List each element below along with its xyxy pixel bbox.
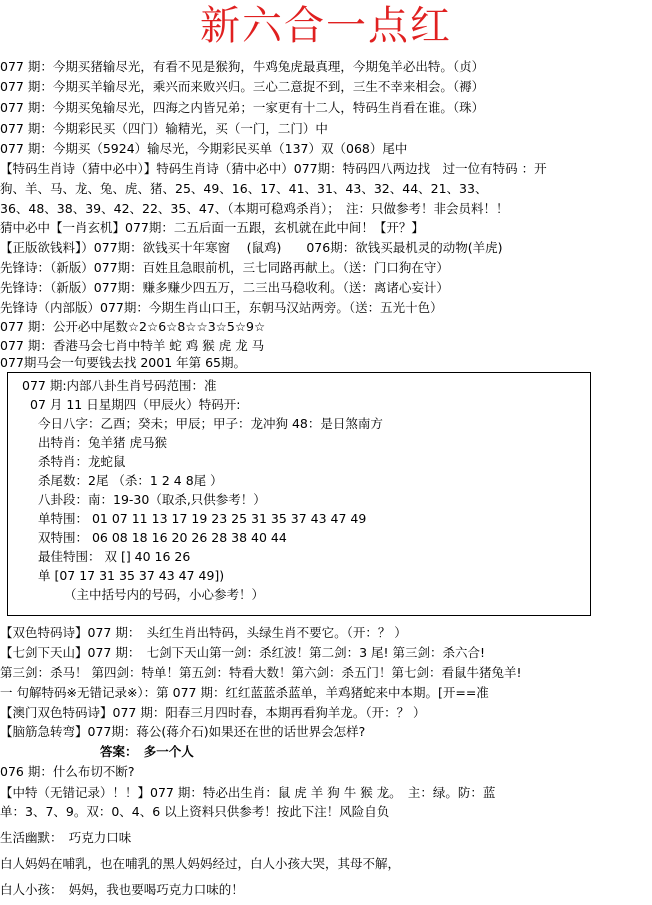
box-line: 07 月 11 日星期四（甲辰火）特码开: [30,397,241,412]
text-line: 生活幽默： 巧克力口味 [0,830,132,845]
box-line: 077 期:内部八卦生肖号码范围：准 [22,378,217,393]
box-line: 双特围： 06 08 18 16 20 26 28 38 40 44 [38,530,287,545]
text-line: 077 期：今期买（5924）输尽光，今期彩民买单（137）双（068）尾中 [0,141,408,156]
text-line: 077 期：香港马会七肖中特羊 蛇 鸡 猴 虎 龙 马 [0,338,265,353]
text-line: 077 期：今期彩民买（四门）输精光，买（一门，二门）中 [0,121,328,136]
text-line: 先锋诗：（新版）077期：百姓且急眼前机，三七同路再献上。（送：门口狗在守） [0,260,449,275]
text-line: 【中特（无错记录）！！】077 期：特必出生肖：鼠 虎 羊 狗 牛 猴 龙。 主：绿。防：蓝 [0,785,496,800]
box-line: 杀特肖：龙蛇鼠 [38,454,126,469]
text-line: 【正版欲钱料】）077期：欲钱买十年寒窗 (鼠鸡) 076期：欲钱买最机灵的动物(羊虎) [0,240,503,255]
text-line: 【脑筋急转弯】077期：蒋公(蒋介石)如果还在世的话世界会怎样? [0,724,366,739]
box-line: 今日八字：乙酉；癸未；甲辰；甲子：龙冲狗 48：是日煞南方 [38,416,383,431]
text-line: 一 句解特码※无错记录※）：第 077 期：红红蓝蓝杀蓝单，羊鸡猪蛇来中本期。[开==准 [0,685,489,700]
text-line: 077 期：今期买兔输尽光，四海之内皆兄弟；一家更有十二人，特码生肖看在谁。（珠） [0,100,485,115]
text-line: 【特码生肖诗（猜中必中）】特码生肖诗（猜中必中）077期：特码四八两边找 过一位有特码 ：开 [0,161,547,176]
text-line: 先锋诗：（新版）077期：赚多赚少四五万，二三出马稳收利。（送：离诸心妄计） [0,280,449,295]
page-title: 新六合一点红 [200,3,452,49]
box-line: 单 [07 17 31 35 37 43 47 49]) [38,568,225,583]
text-line: 077期马会一句要钱去找 2001 年第 65期。 [0,355,246,370]
text-line: 猜中必中【一肖玄机】077期：二五后面一五跟，玄机就在此中间！【开？】 [0,220,424,235]
text-line: 白人小孩： 妈妈，我也要喝巧克力口味的！ [0,882,244,897]
text-line: 【澳门双色特码诗】077 期：阳春三月四时春，本期再看狗羊龙。（开：？ ） [0,705,426,720]
text-line: 【七剑下天山】077 期： 七剑下天山第一剑：杀红波！第二剑：3 尾! 第三剑：杀六合! [0,645,486,660]
text-line: 狗、羊、马、龙、兔、虎、猪、25、49、16、17、41、31、43、32、44、21、33、 [0,181,488,196]
text-line: 白人妈妈在哺乳，也在哺乳的黑人妈妈经过，白人小孩大哭，其母不解， [0,856,401,871]
text-line: 先锋诗（内部版）077期：今期生肖山口王，东朝马汉站两旁。（送：五光十色） [0,300,443,315]
bagua-info-box [7,372,591,616]
text-line: 单：3、7、9。双：0、4、6 以上资料只供参考！按此下注！风险自负 [0,804,390,819]
text-line: 第三剑：杀马！ 第四剑：特单！第五剑：特看大数！第六剑：杀五门！第七剑：看鼠牛猪兔羊! [0,665,522,680]
box-line: 出特肖：兔羊猪 虎马猴 [38,435,167,450]
box-line: （主中括号内的号码，小心参考！） [64,587,265,602]
box-line: 杀尾数：2尾 （杀：1 2 4 8尾 ） [38,473,223,488]
text-line: 36、48、38、39、42、22、35、47、（本期可稳鸡杀肖）； 注：只做参考！非会员料！！ [0,201,509,216]
text-line: 077 期：公开必中尾数☆2☆6☆8☆☆3☆5☆9☆ [0,319,266,334]
text-line: 076 期：什么布切不断? [0,764,135,779]
text-line: 【双色特码诗】077 期： 头红生肖出特码，头绿生肖不要它。（开：？ ） [0,625,407,640]
box-line: 单特围： 01 07 11 13 17 19 23 25 31 35 37 43 47 49 [38,511,367,526]
box-line: 最佳特围： 双 [] 40 16 26 [38,549,191,564]
text-line: 077 期：今期买猪输尽光，有看不见是猴狗，牛鸡兔虎最真理，今期兔羊必出特。（贞） [0,59,485,74]
riddle-answer: 答案： 多一个人 [0,744,194,759]
box-line: 八卦段：南：19-30（取杀,只供参考！） [38,492,266,507]
text-line: 077 期：今期买羊输尽光，乘兴而来败兴归。三心二意捉不到，三生不幸来相会。（褥） [0,79,485,94]
